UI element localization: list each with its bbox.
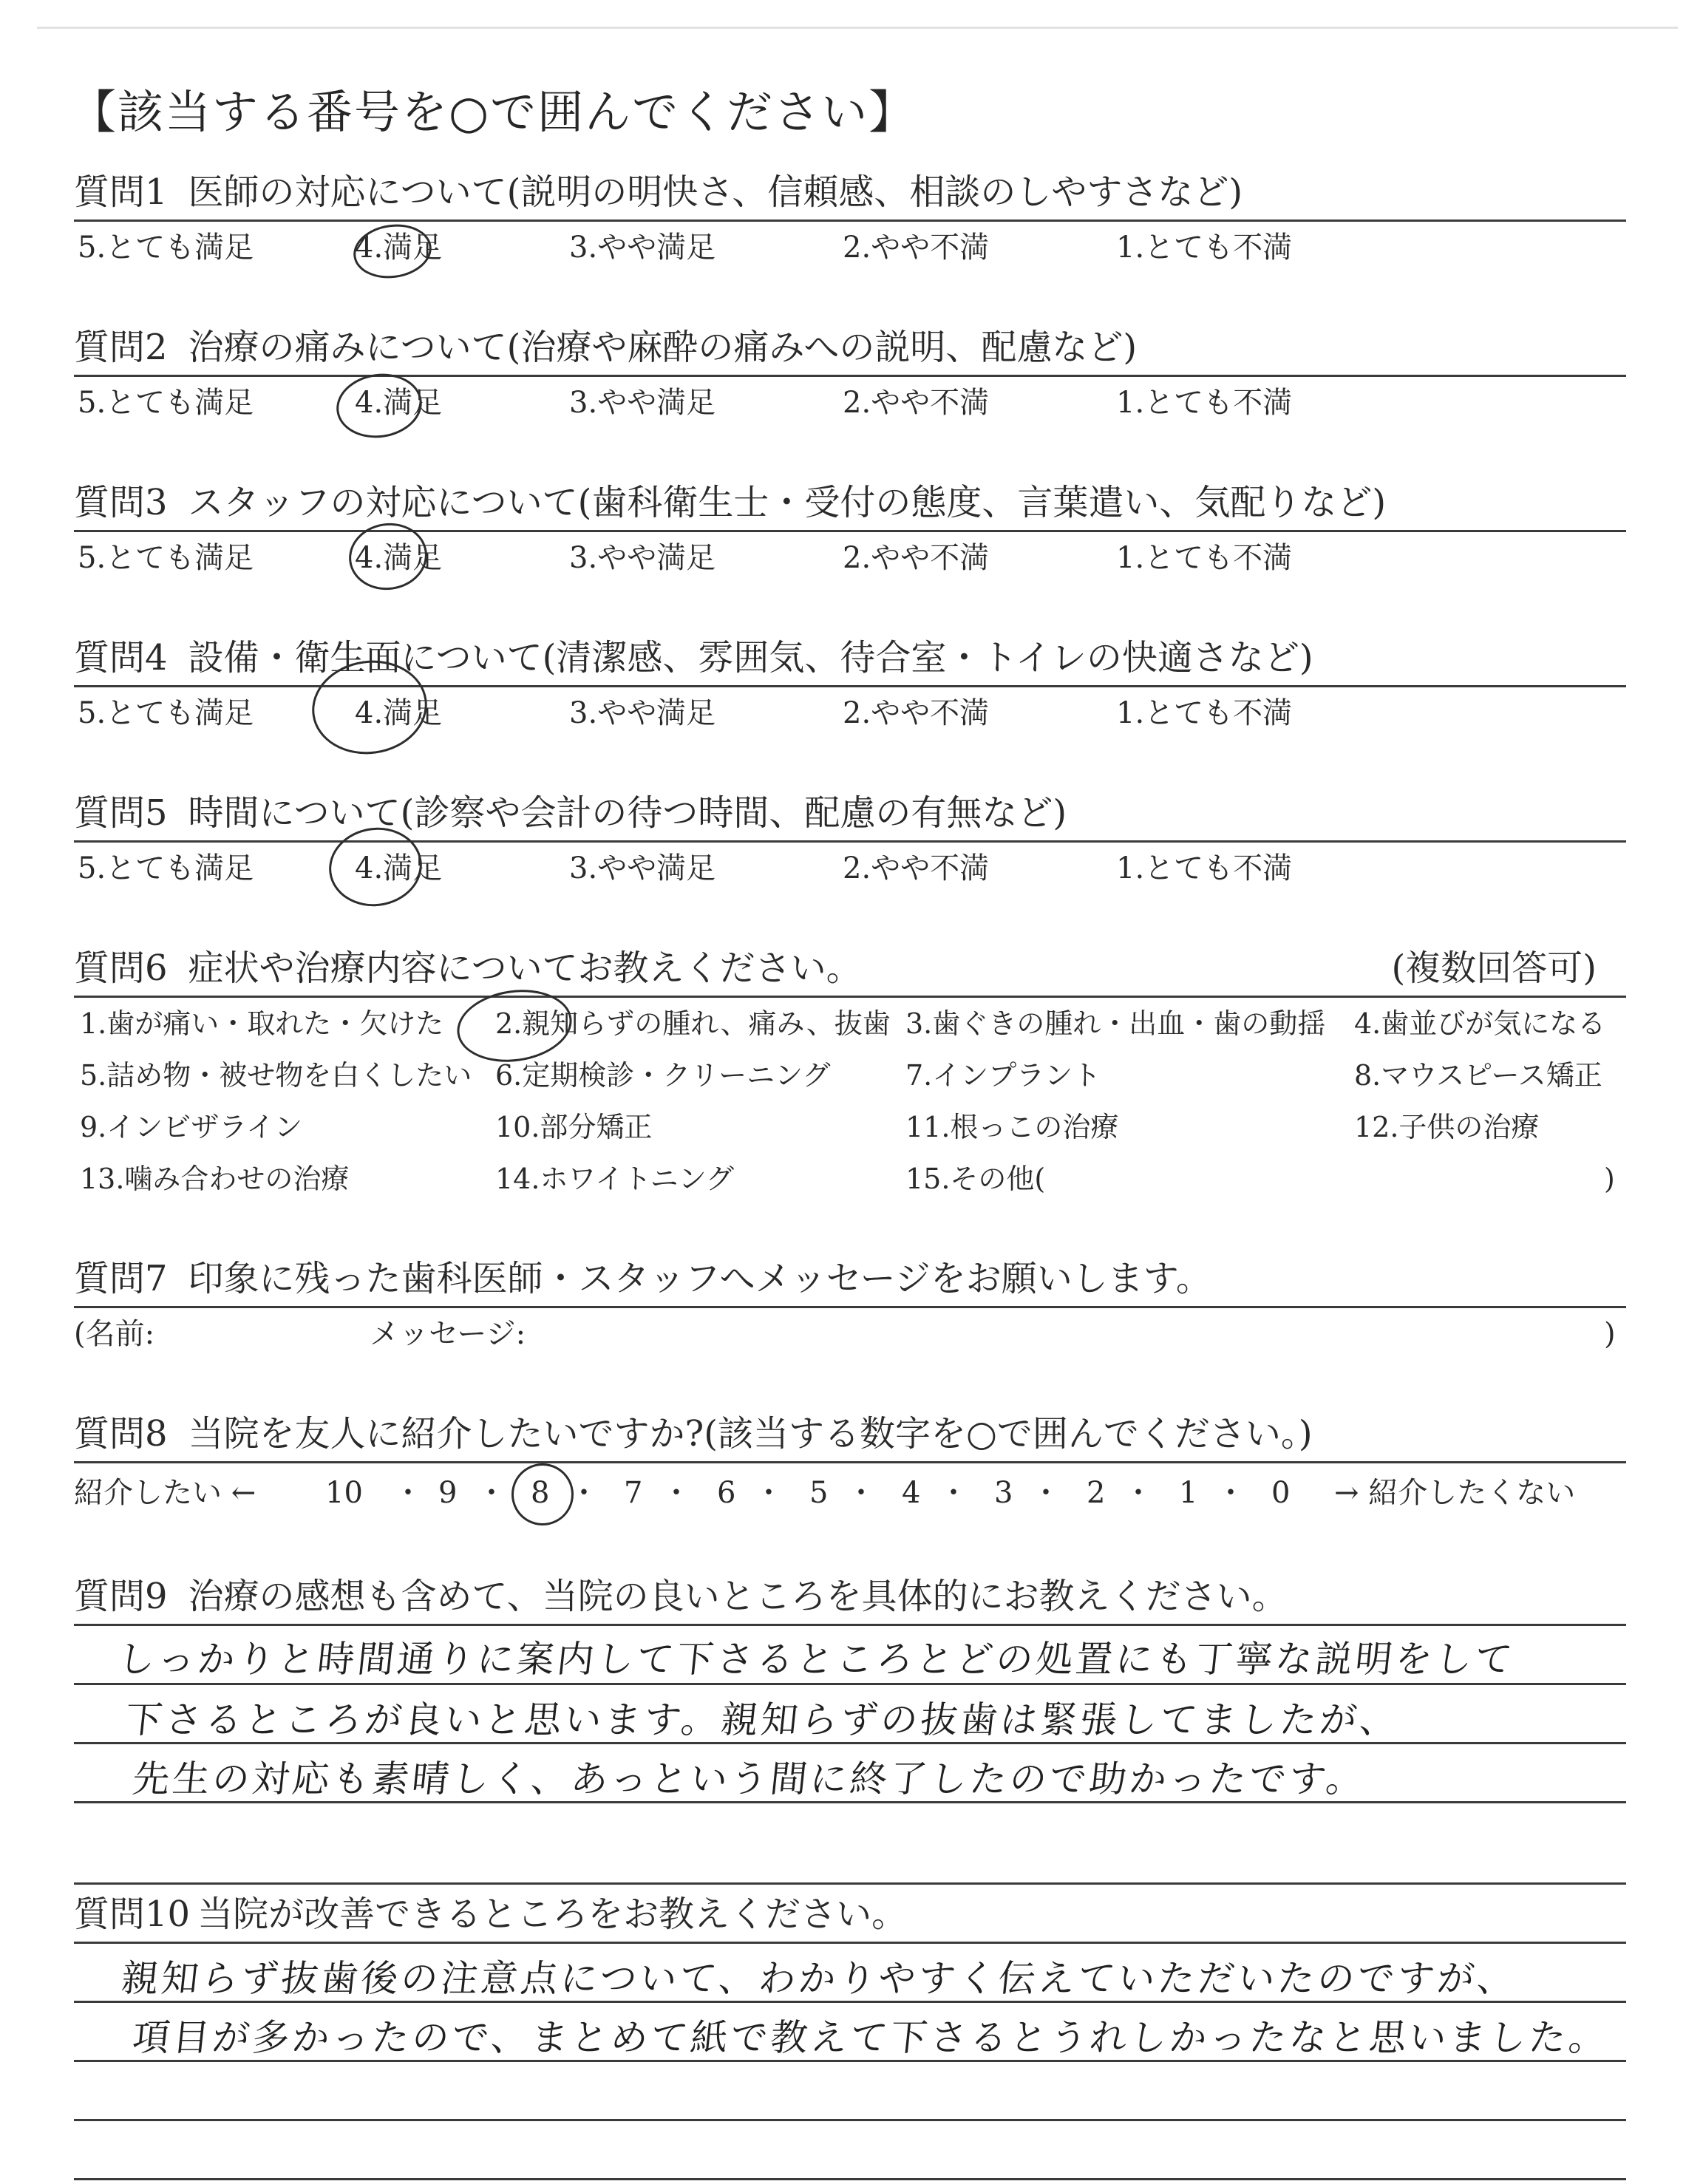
- option-5[interactable]: 5.とても満足: [78, 851, 254, 885]
- symptom-options: [74, 998, 1626, 1212]
- option-3[interactable]: 3.やや満足: [569, 386, 716, 420]
- symptom-option-4[interactable]: 4.歯並びが気になる: [1354, 1007, 1606, 1040]
- question-8: [74, 1408, 1626, 1523]
- multiple-answers-note: (複数回答可): [1391, 948, 1597, 989]
- top-border: [37, 27, 1678, 29]
- handwritten-answer-line: 親知らず抜歯後の注意点について、わかりやすく伝えていただいたのですが、: [119, 1957, 1520, 2000]
- option-4[interactable]: 4.満足: [355, 386, 443, 420]
- scale-separator: ・: [939, 1476, 968, 1510]
- handwritten-answer-line: 下さるところが良いと思います。親知らずの抜歯は緊張してましたが、: [123, 1698, 1402, 1741]
- scale-9[interactable]: 9: [438, 1476, 458, 1510]
- question-7: [74, 1253, 1626, 1360]
- question-text: 治療の感想も含めて、当院の良いところを具体的にお教えください。: [188, 1576, 1288, 1617]
- question-text: 時間について(診察や会計の待つ時間、配慮の有無など): [188, 792, 1067, 834]
- symptom-option-15[interactable]: 15.その他(: [905, 1163, 1046, 1195]
- question-text: 症状や治療内容についてお教えください。: [188, 948, 862, 989]
- handwritten-answer-line: しっかりと時間通りに案内して下さるところとどの処置にも丁寧な説明をして: [115, 1638, 1517, 1681]
- option-2[interactable]: 2.やや不満: [843, 541, 990, 575]
- option-4[interactable]: 4.満足: [355, 541, 443, 575]
- scale-separator: ・: [393, 1476, 423, 1510]
- question-text: 当院が改善できるところをお教えください。: [197, 1894, 908, 1935]
- option-4[interactable]: 4.満足: [355, 696, 443, 730]
- satisfaction-options: [74, 222, 1626, 273]
- scale-3[interactable]: 3: [994, 1476, 1013, 1510]
- scale-8[interactable]: 8: [531, 1476, 550, 1510]
- option-2[interactable]: 2.やや不満: [843, 851, 990, 885]
- question-10: [74, 1888, 1626, 2184]
- scale-5[interactable]: 5: [809, 1476, 829, 1510]
- scale-separator: ・: [569, 1476, 599, 1510]
- name-label: (名前:: [74, 1317, 155, 1351]
- answer-area[interactable]: [74, 1622, 1626, 1925]
- symptom-option-1[interactable]: 1.歯が痛い・取れた・欠けた: [80, 1007, 444, 1040]
- ruled-line: [74, 1882, 1626, 1885]
- option-4[interactable]: 4.満足: [355, 231, 443, 265]
- ruled-line: [74, 1683, 1626, 1685]
- ruled-line: [74, 2178, 1626, 2180]
- option-3[interactable]: 3.やや満足: [569, 851, 716, 885]
- option-3[interactable]: 3.やや満足: [569, 696, 716, 730]
- ruled-line: [74, 1624, 1626, 1626]
- scale-separator: ・: [1216, 1476, 1245, 1510]
- recommendation-scale: [74, 1463, 1626, 1523]
- satisfaction-options: [74, 843, 1626, 894]
- question-3: [74, 477, 1626, 584]
- symptom-option-3[interactable]: 3.歯ぐきの腫れ・出血・歯の動揺: [905, 1007, 1326, 1040]
- message-line: [74, 1308, 1626, 1360]
- option-5[interactable]: 5.とても満足: [78, 386, 254, 420]
- option-1[interactable]: 1.とても不満: [1116, 386, 1293, 420]
- option-1[interactable]: 1.とても不満: [1116, 696, 1293, 730]
- symptom-option-7[interactable]: 7.インプラント: [905, 1059, 1101, 1092]
- scale-10[interactable]: 10: [325, 1476, 363, 1510]
- handwritten-answer-line: 先生の対応も素晴しく、あっという間に終了したので助かったです。: [130, 1758, 1369, 1800]
- scale-separator: ・: [754, 1476, 783, 1510]
- symptom-option-11[interactable]: 11.根っこの治療: [905, 1111, 1119, 1143]
- question-number: 質問4: [74, 637, 168, 678]
- question-9: [74, 1571, 1626, 1925]
- option-1[interactable]: 1.とても不満: [1116, 851, 1293, 885]
- question-text: 医師の対応について(説明の明快さ、信頼感、相談のしやすさなど): [188, 171, 1243, 213]
- symptom-option-9[interactable]: 9.インビザライン: [80, 1111, 303, 1143]
- question-text: 設備・衛生面について(清潔感、雰囲気、待合室・トイレの快適さなど): [188, 637, 1313, 678]
- option-1[interactable]: 1.とても不満: [1116, 541, 1293, 575]
- symptom-option-10[interactable]: 10.部分矯正: [495, 1111, 653, 1143]
- option-1[interactable]: 1.とても不満: [1116, 231, 1293, 265]
- symptom-option-12[interactable]: 12.子供の治療: [1354, 1111, 1540, 1143]
- option-5[interactable]: 5.とても満足: [78, 541, 254, 575]
- question-number: 質問5: [74, 792, 168, 834]
- scale-7[interactable]: 7: [624, 1476, 643, 1510]
- question-text: 当院を友人に紹介したいですか?(該当する数字を○で囲んでください。): [188, 1413, 1313, 1455]
- question-6: [74, 942, 1626, 1212]
- close-paren: ): [1604, 1317, 1616, 1351]
- symptom-option-6[interactable]: 6.定期検診・クリーニング: [495, 1059, 831, 1092]
- scale-0[interactable]: 0: [1271, 1476, 1291, 1510]
- scale-2[interactable]: 2: [1087, 1476, 1106, 1510]
- option-2[interactable]: 2.やや不満: [843, 231, 990, 265]
- symptom-option-5[interactable]: 5.詰め物・被せ物を白くしたい: [80, 1059, 472, 1092]
- answer-area[interactable]: [74, 1940, 1626, 2184]
- option-5[interactable]: 5.とても満足: [78, 231, 254, 265]
- satisfaction-options: [74, 377, 1626, 429]
- option-3[interactable]: 3.やや満足: [569, 231, 716, 265]
- scale-separator: ・: [1124, 1476, 1153, 1510]
- scale-left-label: 紹介したい ←: [74, 1476, 256, 1510]
- scale-right-label: → 紹介したくない: [1334, 1476, 1576, 1510]
- question-2: [74, 322, 1626, 429]
- scale-separator: ・: [1031, 1476, 1061, 1510]
- handwritten-answer-line: 項目が多かったので、まとめて紙で教えて下さるとうれしかったなと思いました。: [130, 2016, 1611, 2059]
- question-number: 質問1: [74, 171, 168, 213]
- question-number: 質問2: [74, 327, 168, 368]
- scale-6[interactable]: 6: [717, 1476, 736, 1510]
- option-5[interactable]: 5.とても満足: [78, 696, 254, 730]
- scale-1[interactable]: 1: [1179, 1476, 1198, 1510]
- question-text: 治療の痛みについて(治療や麻酔の痛みへの説明、配慮など): [188, 327, 1138, 368]
- other-close-paren: ): [1604, 1163, 1615, 1195]
- scale-4[interactable]: 4: [902, 1476, 921, 1510]
- question-text: スタッフの対応について(歯科衛生士・受付の態度、言葉遣い、気配りなど): [188, 482, 1387, 523]
- ruled-line: [74, 1942, 1626, 1944]
- question-1: [74, 166, 1626, 273]
- question-5: [74, 787, 1626, 894]
- scale-separator: ・: [846, 1476, 876, 1510]
- question-number: 質問7: [74, 1258, 168, 1299]
- message-label: メッセージ:: [370, 1317, 526, 1351]
- symptom-option-13[interactable]: 13.噛み合わせの治療: [80, 1163, 350, 1195]
- option-3[interactable]: 3.やや満足: [569, 541, 716, 575]
- question-number: 質問8: [74, 1413, 168, 1455]
- symptom-option-8[interactable]: 8.マウスピース矯正: [1354, 1059, 1602, 1092]
- scale-separator: ・: [477, 1476, 506, 1510]
- option-2[interactable]: 2.やや不満: [843, 386, 990, 420]
- satisfaction-options: [74, 687, 1626, 739]
- scale-separator: ・: [662, 1476, 691, 1510]
- option-2[interactable]: 2.やや不満: [843, 696, 990, 730]
- question-number: 質問6: [74, 948, 168, 989]
- question-number: 質問10: [74, 1894, 191, 1935]
- option-4[interactable]: 4.満足: [355, 851, 443, 885]
- ruled-line: [74, 2119, 1626, 2121]
- question-4: [74, 632, 1626, 739]
- page-heading: 【該当する番号を○で囲んでください】: [70, 85, 917, 139]
- question-number: 質問9: [74, 1576, 168, 1617]
- symptom-option-2[interactable]: 2.親知らずの腫れ、痛み、抜歯: [495, 1007, 891, 1040]
- symptom-option-14[interactable]: 14.ホワイトニング: [495, 1163, 735, 1195]
- satisfaction-options: [74, 532, 1626, 584]
- question-text: 印象に残った歯科医師・スタッフへメッセージをお願いします。: [188, 1258, 1211, 1299]
- question-number: 質問3: [74, 482, 168, 523]
